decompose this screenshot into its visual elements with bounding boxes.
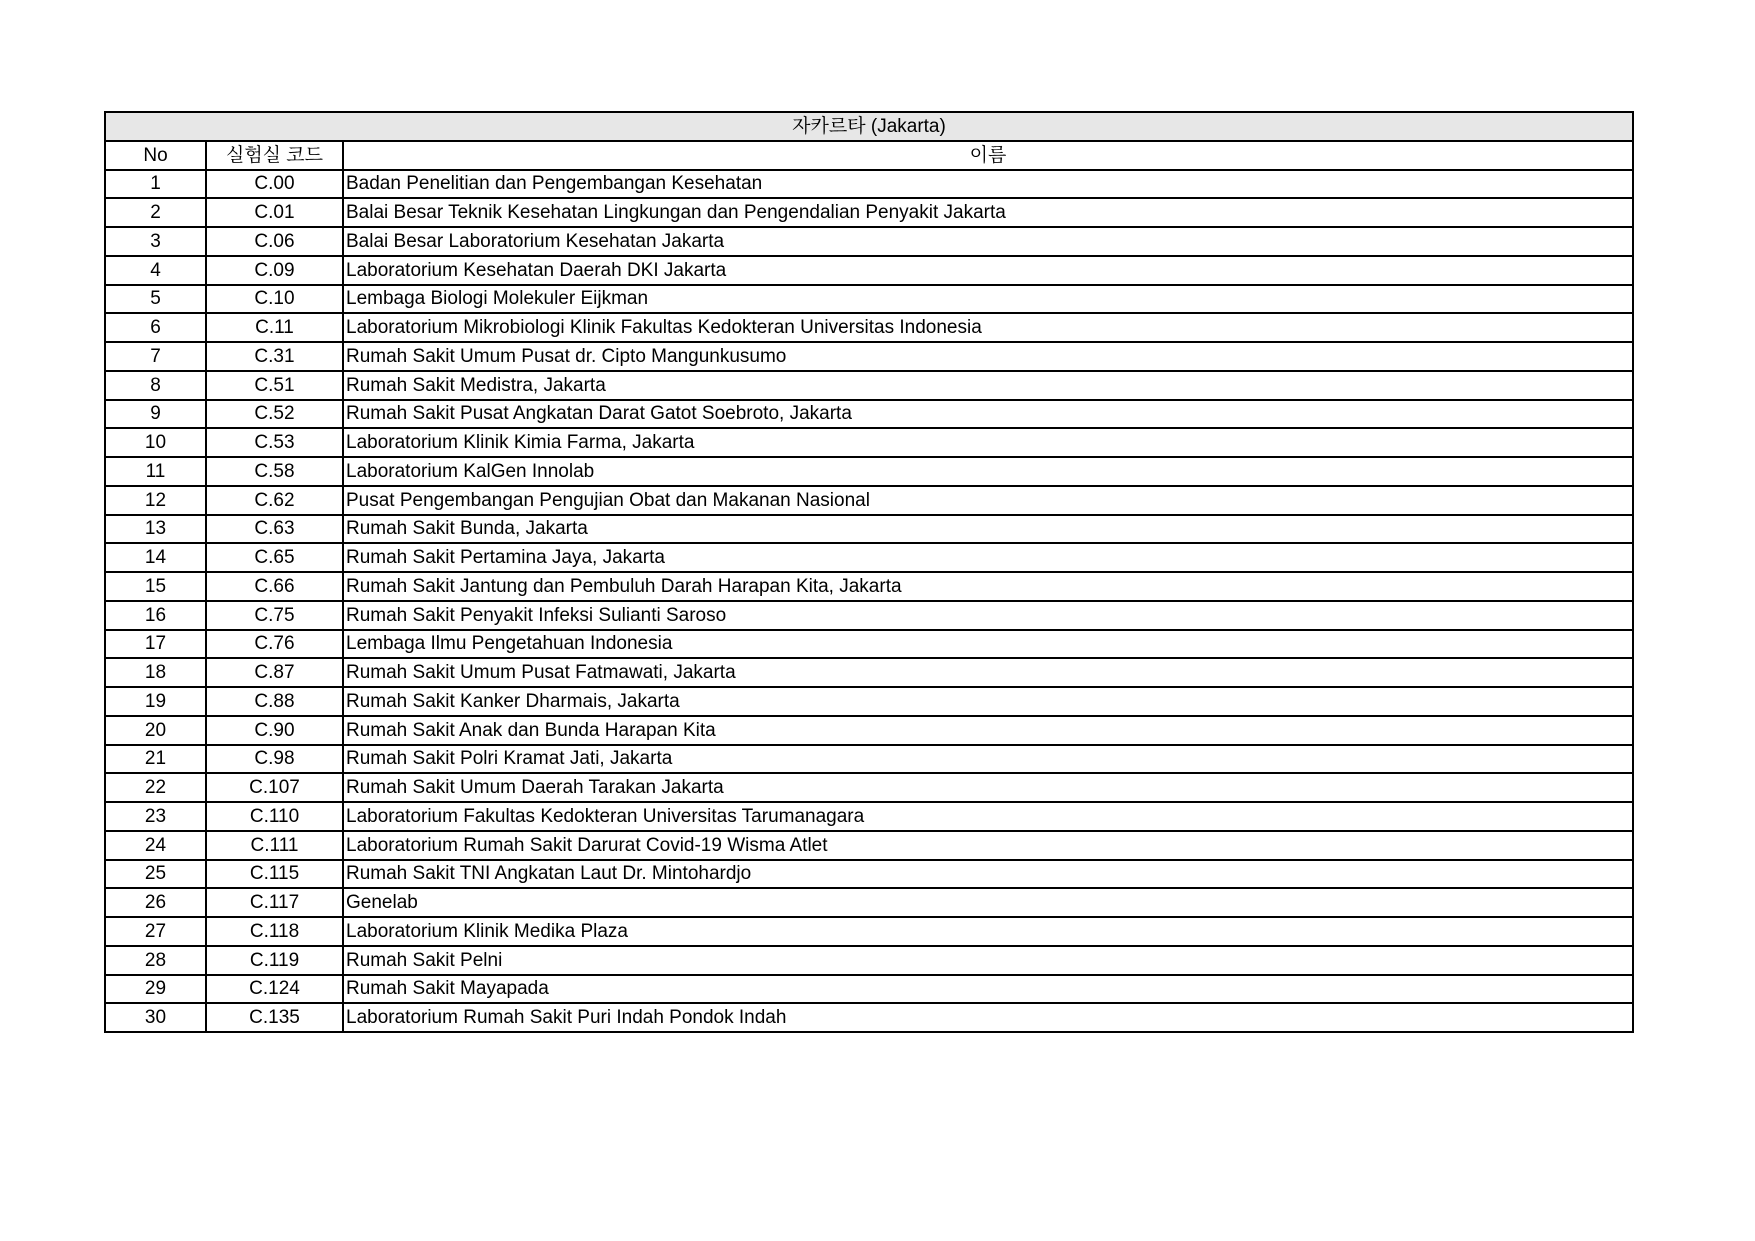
row-number-cell: 14 bbox=[105, 543, 206, 572]
row-number-cell: 20 bbox=[105, 716, 206, 745]
lab-name-cell: Laboratorium Rumah Sakit Puri Indah Pondok Indah bbox=[343, 1003, 1633, 1032]
table-row bbox=[105, 917, 1633, 946]
row-number-cell: 6 bbox=[105, 313, 206, 342]
table-row bbox=[105, 400, 1633, 429]
row-number-cell: 1 bbox=[105, 170, 206, 199]
lab-code-cell: C.76 bbox=[206, 630, 343, 659]
lab-code-cell: C.118 bbox=[206, 917, 343, 946]
lab-name-cell: Laboratorium Mikrobiologi Klinik Fakultas Kedokteran Universitas Indonesia bbox=[343, 313, 1633, 342]
table-row bbox=[105, 371, 1633, 400]
lab-name-cell: Genelab bbox=[343, 888, 1633, 917]
lab-name-cell: Laboratorium Rumah Sakit Darurat Covid-19 Wisma Atlet bbox=[343, 831, 1633, 860]
table-row bbox=[105, 515, 1633, 544]
row-number-cell: 2 bbox=[105, 198, 206, 227]
row-number-cell: 5 bbox=[105, 285, 206, 314]
lab-name-cell: Laboratorium Klinik Medika Plaza bbox=[343, 917, 1633, 946]
lab-name-cell: Rumah Sakit Anak dan Bunda Harapan Kita bbox=[343, 716, 1633, 745]
lab-code-cell: C.65 bbox=[206, 543, 343, 572]
lab-name-cell: Balai Besar Teknik Kesehatan Lingkungan dan Pengendalian Penyakit Jakarta bbox=[343, 198, 1633, 227]
table-row bbox=[105, 457, 1633, 486]
row-number-cell: 23 bbox=[105, 802, 206, 831]
lab-code-cell: C.75 bbox=[206, 601, 343, 630]
table-row bbox=[105, 975, 1633, 1004]
lab-name-cell: Lembaga Biologi Molekuler Eijkman bbox=[343, 285, 1633, 314]
lab-code-cell: C.00 bbox=[206, 170, 343, 199]
table-title-row bbox=[105, 112, 1633, 141]
table-row bbox=[105, 888, 1633, 917]
row-number-cell: 26 bbox=[105, 888, 206, 917]
lab-code-cell: C.06 bbox=[206, 227, 343, 256]
lab-code-cell: C.10 bbox=[206, 285, 343, 314]
lab-name-cell: Badan Penelitian dan Pengembangan Kesehatan bbox=[343, 170, 1633, 199]
lab-name-cell: Balai Besar Laboratorium Kesehatan Jakarta bbox=[343, 227, 1633, 256]
row-number-cell: 29 bbox=[105, 975, 206, 1004]
row-number-cell: 27 bbox=[105, 917, 206, 946]
lab-name-cell: Laboratorium Kesehatan Daerah DKI Jakarta bbox=[343, 256, 1633, 285]
row-number-cell: 21 bbox=[105, 745, 206, 774]
lab-name-cell: Rumah Sakit Pusat Angkatan Darat Gatot Soebroto, Jakarta bbox=[343, 400, 1633, 429]
lab-code-cell: C.09 bbox=[206, 256, 343, 285]
column-header-no: No bbox=[105, 141, 206, 170]
table-row bbox=[105, 285, 1633, 314]
table-row bbox=[105, 716, 1633, 745]
table-row bbox=[105, 342, 1633, 371]
table-row bbox=[105, 170, 1633, 199]
table-row bbox=[105, 256, 1633, 285]
lab-name-cell: Laboratorium Fakultas Kedokteran Universitas Tarumanagara bbox=[343, 802, 1633, 831]
lab-code-cell: C.135 bbox=[206, 1003, 343, 1032]
row-number-cell: 19 bbox=[105, 687, 206, 716]
table-row bbox=[105, 1003, 1633, 1032]
table-title: 자카르타 (Jakarta) bbox=[105, 112, 1633, 141]
lab-code-cell: C.90 bbox=[206, 716, 343, 745]
table-row bbox=[105, 428, 1633, 457]
lab-code-cell: C.66 bbox=[206, 572, 343, 601]
table-row bbox=[105, 831, 1633, 860]
lab-name-cell: Rumah Sakit Bunda, Jakarta bbox=[343, 515, 1633, 544]
row-number-cell: 16 bbox=[105, 601, 206, 630]
lab-code-cell: C.53 bbox=[206, 428, 343, 457]
lab-code-cell: C.124 bbox=[206, 975, 343, 1004]
lab-name-cell: Lembaga Ilmu Pengetahuan Indonesia bbox=[343, 630, 1633, 659]
row-number-cell: 15 bbox=[105, 572, 206, 601]
lab-code-cell: C.107 bbox=[206, 773, 343, 802]
table-body bbox=[105, 170, 1633, 1033]
lab-code-cell: C.58 bbox=[206, 457, 343, 486]
lab-name-cell: Rumah Sakit Kanker Dharmais, Jakarta bbox=[343, 687, 1633, 716]
lab-name-cell: Rumah Sakit Medistra, Jakarta bbox=[343, 371, 1633, 400]
row-number-cell: 9 bbox=[105, 400, 206, 429]
lab-code-cell: C.11 bbox=[206, 313, 343, 342]
lab-code-cell: C.110 bbox=[206, 802, 343, 831]
lab-code-cell: C.98 bbox=[206, 745, 343, 774]
lab-code-cell: C.111 bbox=[206, 831, 343, 860]
table-row bbox=[105, 630, 1633, 659]
lab-name-cell: Laboratorium KalGen Innolab bbox=[343, 457, 1633, 486]
row-number-cell: 30 bbox=[105, 1003, 206, 1032]
row-number-cell: 13 bbox=[105, 515, 206, 544]
row-number-cell: 3 bbox=[105, 227, 206, 256]
table-row bbox=[105, 946, 1633, 975]
row-number-cell: 28 bbox=[105, 946, 206, 975]
lab-name-cell: Rumah Sakit Pertamina Jaya, Jakarta bbox=[343, 543, 1633, 572]
table-row bbox=[105, 773, 1633, 802]
row-number-cell: 25 bbox=[105, 860, 206, 889]
lab-name-cell: Rumah Sakit Penyakit Infeksi Sulianti Saroso bbox=[343, 601, 1633, 630]
lab-code-cell: C.51 bbox=[206, 371, 343, 400]
column-header-lab-code: 실험실 코드 bbox=[206, 141, 343, 170]
row-number-cell: 7 bbox=[105, 342, 206, 371]
table-row bbox=[105, 572, 1633, 601]
table-row bbox=[105, 198, 1633, 227]
jakarta-lab-table bbox=[104, 111, 1634, 1033]
table-row bbox=[105, 601, 1633, 630]
lab-name-cell: Pusat Pengembangan Pengujian Obat dan Makanan Nasional bbox=[343, 486, 1633, 515]
lab-code-cell: C.52 bbox=[206, 400, 343, 429]
lab-name-cell: Rumah Sakit Jantung dan Pembuluh Darah Harapan Kita, Jakarta bbox=[343, 572, 1633, 601]
row-number-cell: 24 bbox=[105, 831, 206, 860]
lab-name-cell: Rumah Sakit Polri Kramat Jati, Jakarta bbox=[343, 745, 1633, 774]
lab-name-cell: Rumah Sakit Umum Daerah Tarakan Jakarta bbox=[343, 773, 1633, 802]
table-row bbox=[105, 313, 1633, 342]
lab-code-cell: C.01 bbox=[206, 198, 343, 227]
table-row bbox=[105, 486, 1633, 515]
table-header-row bbox=[105, 141, 1633, 170]
row-number-cell: 22 bbox=[105, 773, 206, 802]
row-number-cell: 17 bbox=[105, 630, 206, 659]
lab-code-cell: C.63 bbox=[206, 515, 343, 544]
row-number-cell: 4 bbox=[105, 256, 206, 285]
lab-code-cell: C.119 bbox=[206, 946, 343, 975]
lab-name-cell: Rumah Sakit Pelni bbox=[343, 946, 1633, 975]
row-number-cell: 10 bbox=[105, 428, 206, 457]
table-row bbox=[105, 658, 1633, 687]
lab-code-cell: C.87 bbox=[206, 658, 343, 687]
table-row bbox=[105, 802, 1633, 831]
lab-name-cell: Rumah Sakit TNI Angkatan Laut Dr. Mintohardjo bbox=[343, 860, 1633, 889]
lab-code-cell: C.115 bbox=[206, 860, 343, 889]
lab-code-cell: C.88 bbox=[206, 687, 343, 716]
table-row bbox=[105, 860, 1633, 889]
lab-code-cell: C.62 bbox=[206, 486, 343, 515]
lab-name-cell: Rumah Sakit Mayapada bbox=[343, 975, 1633, 1004]
row-number-cell: 8 bbox=[105, 371, 206, 400]
row-number-cell: 18 bbox=[105, 658, 206, 687]
lab-name-cell: Rumah Sakit Umum Pusat Fatmawati, Jakarta bbox=[343, 658, 1633, 687]
lab-name-cell: Rumah Sakit Umum Pusat dr. Cipto Mangunkusumo bbox=[343, 342, 1633, 371]
lab-name-cell: Laboratorium Klinik Kimia Farma, Jakarta bbox=[343, 428, 1633, 457]
lab-code-cell: C.117 bbox=[206, 888, 343, 917]
row-number-cell: 11 bbox=[105, 457, 206, 486]
lab-code-cell: C.31 bbox=[206, 342, 343, 371]
table-row bbox=[105, 543, 1633, 572]
table-row bbox=[105, 745, 1633, 774]
table-row bbox=[105, 687, 1633, 716]
column-header-name: 이름 bbox=[343, 141, 1633, 170]
table-row bbox=[105, 227, 1633, 256]
row-number-cell: 12 bbox=[105, 486, 206, 515]
